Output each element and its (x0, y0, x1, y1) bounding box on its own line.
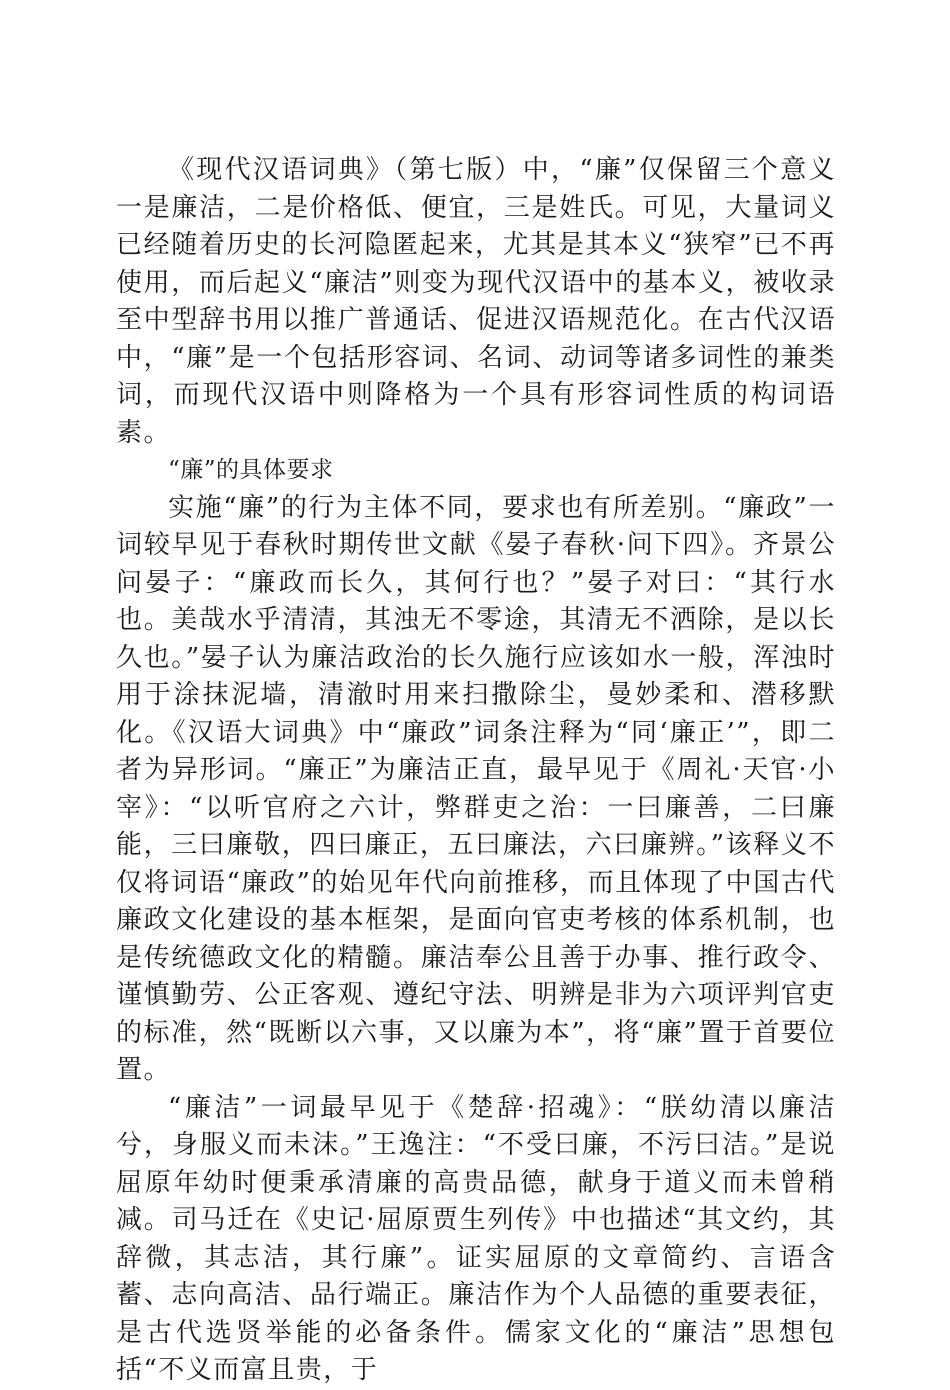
paragraph-lianjie: “廉洁”一词最早见于《楚辞·招魂》：“朕幼清以廉洁兮，身服义而未沫。”王逸注：“不受曰廉，不污曰洁。”是说屈原年幼时便秉承清廉的高贵品德，献身于道义而未曾稍减。司马迁在《史记·屈原贾生列传》中也描述“其文约，其辞微，其志洁，其行廉”。证实屈原的文章简约、言语含蓄、志向高洁、品行端正。廉洁作为个人品德的重要表征，是古代选贤举能的必备条件。儒家文化的“廉洁”思想包括“不义而富且贵，于 (116, 1092, 836, 1385)
paragraph-dictionary-meanings: 《现代汉语词典》（第七版）中，“廉”仅保留三个意义一是廉洁，二是价格低、便宜，三是姓氏。可见，大量词义已经随着历史的长河隐匿起来，尤其是其本义“狭窄”已不再使用，而后起义“廉洁”则变为现代汉语中的基本义，被收录至中型辞书用以推广普通话、促进汉语规范化。在古代汉语中，“廉”是一个包括形容词、名词、动词等诸多词性的兼类词，而现代汉语中则降格为一个具有形容词性质的构词语素。 (116, 155, 836, 448)
paragraph-lianzheng: 实施“廉”的行为主体不同，要求也有所差别。“廉政”一词较早见于春秋时期传世文献《晏子春秋·问下四》。齐景公问晏子：“廉政而长久，其何行也？”晏子对曰：“其行水也。美哉水乎清清，其浊无不零途，其清无不洒除，是以长久也。”晏子认为廉洁政治的长久施行应该如水一般，浑浊时用于涂抹泥墙，清澈时用来扫撒除尘，曼妙柔和、潜移默化。《汉语大词典》中“廉政”词条注释为“同‘廉正’”，即二者为异形词。“廉正”为廉洁正直，最早见于《周礼·天官·小宰》：“以听官府之六计，弊群吏之治：一曰廉善，二曰廉能，三曰廉敬，四曰廉正，五曰廉法，六曰廉辨。”该释义不仅将词语“廉政”的始见年代向前推移，而且体现了中国古代廉政文化建设的基本框架，是面向官吏考核的体系机制，也是传统德政文化的精髓。廉洁奉公且善于办事、推行政令、谨慎勤劳、公正客观、遵纪守法、明辨是非为六项评判官吏的标准，然“既断以六事，又以廉为本”，将“廉”置于首要位置。 (116, 492, 836, 1085)
section-heading: “廉”的具体要求 (168, 457, 334, 483)
document-body (116, 152, 836, 1390)
